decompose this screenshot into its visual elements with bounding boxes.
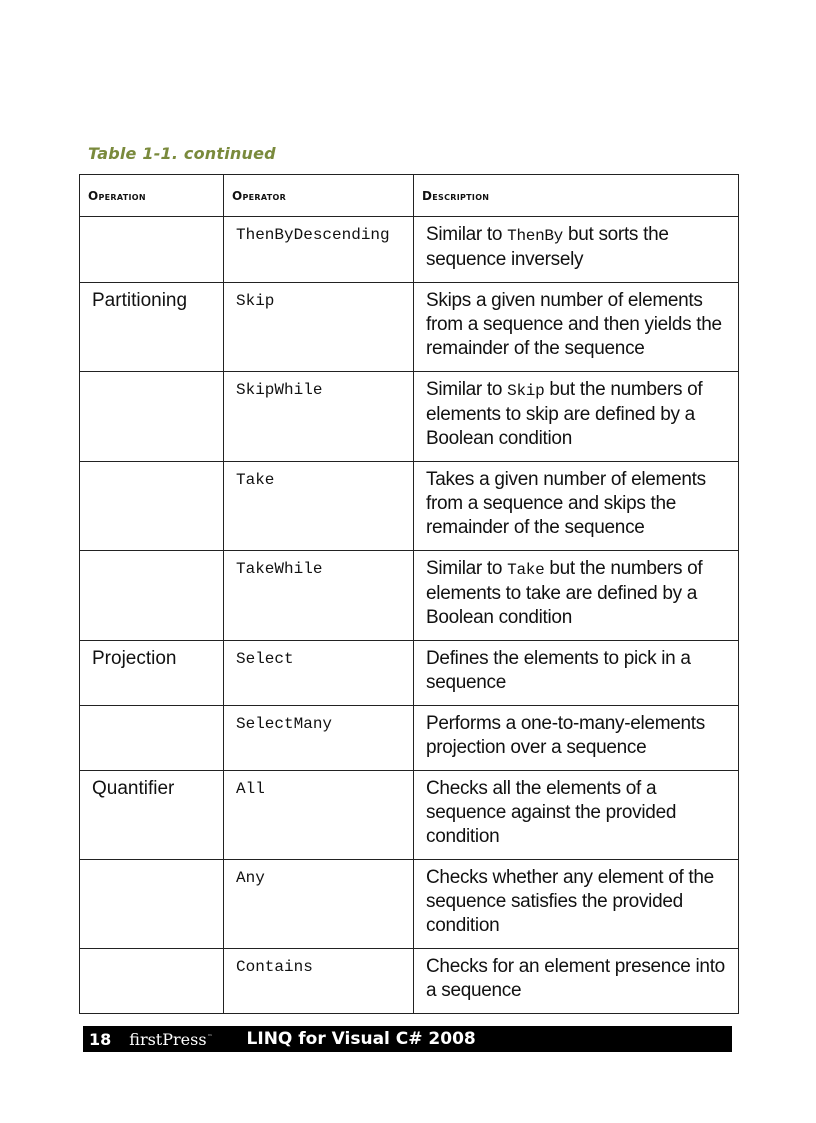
description-text: but the numbers of elements to skip are defined by a Boolean condition (426, 379, 703, 449)
description-cell (414, 706, 739, 771)
description-cell (414, 949, 739, 1014)
operator-cell: Select (224, 641, 414, 706)
page-number: 18 (89, 1029, 112, 1049)
description-text: Defines the elements to pick in a sequence (426, 648, 691, 693)
operation-cell (80, 217, 224, 283)
trademark-mark: ™ (207, 1034, 213, 1041)
description-text: Skips a given number of elements from a sequence and then yields the remainder of the sequence (426, 290, 722, 359)
table-row (80, 860, 739, 949)
table-row (80, 551, 739, 641)
inline-code: Skip (507, 382, 545, 400)
operation-cell: Projection (80, 641, 224, 706)
operator-cell: SkipWhile (224, 372, 414, 462)
operator-cell: SelectMany (224, 706, 414, 771)
operator-cell: Take (224, 462, 414, 551)
description-text: Checks all the elements of a sequence against the provided condition (426, 778, 677, 847)
table-row (80, 283, 739, 372)
operator-cell: ThenByDescending (224, 217, 414, 283)
header-description: Description (414, 175, 739, 217)
description-text: Takes a given number of elements from a sequence and skips the remainder of the sequence (426, 469, 706, 538)
description-text: Checks whether any element of the sequence satisfies the provided condition (426, 867, 714, 936)
table-caption: Table 1-1. continued (88, 144, 276, 163)
description-text: Similar to (426, 558, 508, 579)
inline-code: Take (507, 561, 545, 579)
operator-cell: TakeWhile (224, 551, 414, 641)
table-row (80, 462, 739, 551)
description-cell (414, 771, 739, 860)
operators-table (79, 174, 739, 1014)
table-row (80, 217, 739, 283)
table-row (80, 949, 739, 1014)
operator-cell: Any (224, 860, 414, 949)
description-cell (414, 217, 739, 283)
operation-cell: Quantifier (80, 771, 224, 860)
inline-code: ThenBy (507, 227, 563, 245)
header-operation: Operation (80, 175, 224, 217)
book-title: LINQ for Visual C# 2008 (246, 1029, 476, 1049)
operator-cell: Contains (224, 949, 414, 1014)
operation-cell: Partitioning (80, 283, 224, 372)
description-text: but sorts the sequence inversely (426, 224, 669, 270)
operator-cell: All (224, 771, 414, 860)
description-cell (414, 372, 739, 462)
description-text: Similar to (426, 224, 508, 245)
publisher-brand (129, 1030, 212, 1049)
table-header-row (80, 175, 739, 217)
operation-cell (80, 551, 224, 641)
description-text: Checks for an element presence into a sequence (426, 956, 725, 1001)
table-row (80, 706, 739, 771)
description-cell (414, 283, 739, 372)
description-cell (414, 551, 739, 641)
operation-cell (80, 949, 224, 1014)
operation-cell (80, 706, 224, 771)
operation-cell (80, 462, 224, 551)
description-cell (414, 641, 739, 706)
description-text: but the numbers of elements to take are defined by a Boolean condition (426, 558, 703, 628)
description-cell (414, 462, 739, 551)
operator-cell: Skip (224, 283, 414, 372)
header-operator: Operator (224, 175, 414, 217)
description-text: Performs a one-to-many-elements projection over a sequence (426, 713, 705, 758)
operation-cell (80, 372, 224, 462)
description-text: Similar to (426, 379, 508, 400)
description-cell (414, 860, 739, 949)
operation-cell (80, 860, 224, 949)
table-row (80, 641, 739, 706)
table-row (80, 771, 739, 860)
page-footer (83, 1026, 732, 1052)
table-row (80, 372, 739, 462)
brand-name: firstPress (129, 1029, 207, 1049)
